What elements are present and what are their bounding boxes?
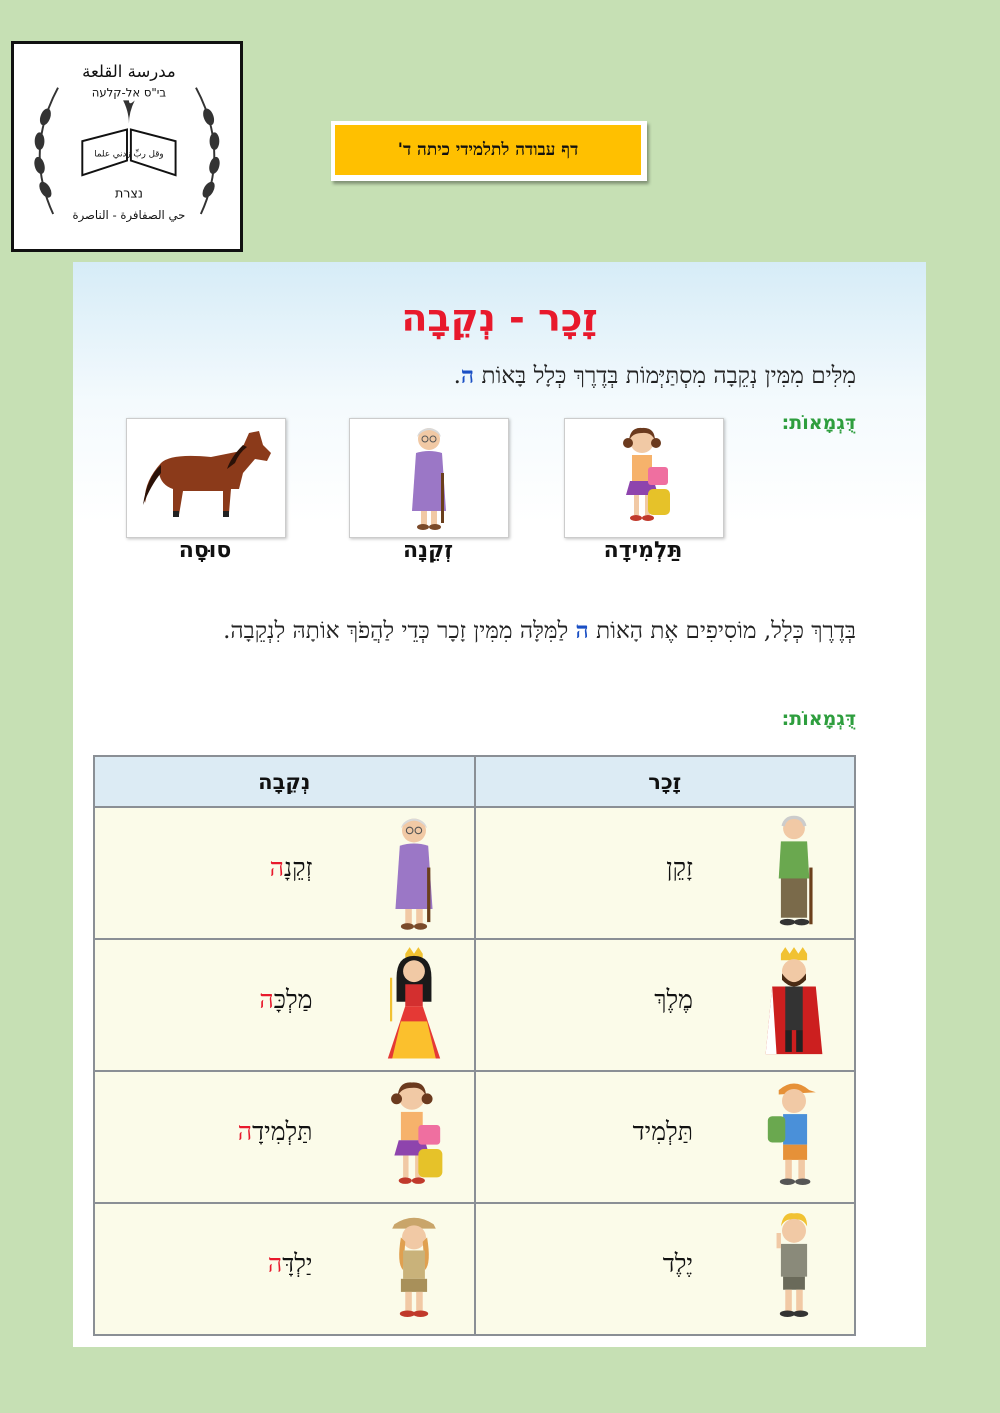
examples-label-1: דֻּגְמָאוֹת:: [781, 412, 856, 434]
king-icon: [749, 945, 839, 1065]
horse-icon: [127, 419, 285, 537]
old-woman-icon: [369, 813, 459, 933]
school-logo: [11, 41, 243, 252]
female-word: [259, 985, 312, 1015]
female-suffix: ה: [237, 1117, 253, 1146]
female-stem: תַּלְמִידָ: [252, 1117, 313, 1146]
school-emblem-icon: [14, 44, 240, 249]
example-picture-horse: [126, 418, 286, 538]
female-cell: [94, 1071, 475, 1203]
para-part2: לַמִּלָּה מִמִּין זָכָר כְּדֵי לַהֲפֹךְ אוֹתָהּ לִנְקֵבָה.: [223, 618, 569, 644]
schoolgirl-icon: [369, 1077, 459, 1197]
table-header-row: [94, 756, 855, 807]
female-word: [268, 1249, 313, 1279]
logo-top-text: مدرسة القلعة: [82, 62, 176, 82]
example-caption-3: סוּסָה: [178, 538, 232, 563]
worksheet-title: דף עבודה לתלמידי כיתה ד': [335, 125, 641, 175]
female-cell: [94, 939, 475, 1071]
example-caption-1: תַּלְמִידָה: [603, 538, 683, 563]
lesson-title: זָכָר - נְקֵבָה: [401, 296, 598, 340]
logo-book-text: وقل ربِّ زدني علما: [94, 149, 164, 160]
boy-icon: [749, 1209, 839, 1329]
male-cell: [475, 807, 856, 939]
rule-text: מִלִּים מִמִּין נְקֵבָה מִסְתַּיְּמוֹת בְּדֶרֶךְ כְּלָל בָּאוֹת: [481, 363, 856, 389]
female-suffix: ה: [259, 985, 274, 1014]
schoolboy-icon: [749, 1077, 839, 1197]
header-male: זָכָר: [475, 756, 856, 807]
old-woman-icon: [350, 419, 508, 537]
female-word: [270, 853, 313, 883]
example-caption-2: זְקֵנָה: [402, 538, 454, 563]
example-picture-schoolgirl: [564, 418, 724, 538]
male-cell: [475, 1071, 856, 1203]
girl-icon: [369, 1209, 459, 1329]
lesson-sheet: [73, 262, 926, 1347]
male-word: זָקֵן: [666, 853, 693, 882]
male-cell: [475, 939, 856, 1071]
female-suffix: ה: [267, 1249, 283, 1278]
schoolgirl-icon: [565, 419, 723, 537]
male-word: יֶלֶד: [662, 1249, 693, 1278]
table-row: [94, 1071, 855, 1203]
example-picture-old-woman: [349, 418, 509, 538]
female-stem: יַלְדָּ: [282, 1249, 313, 1278]
table-row: [94, 807, 855, 939]
logo-bottom-text: حي الصفافرة - الناصرة: [72, 207, 186, 222]
rule-end: .: [453, 363, 461, 389]
female-cell: [94, 1203, 475, 1335]
female-word: [238, 1117, 313, 1147]
logo-city-text: נצרת: [114, 185, 143, 201]
male-cell: [475, 1203, 856, 1335]
female-stem: זְקֵנָ: [284, 853, 313, 882]
rule-paragraph: [126, 608, 856, 654]
para-part1: בְּדֶרֶךְ כְּלָל, מוֹסִיפִים אֶת הָאוֹת: [596, 618, 856, 644]
para-letter: ה: [575, 617, 589, 644]
gender-table: [93, 755, 856, 1336]
female-suffix: ה: [269, 853, 285, 882]
worksheet-title-banner: [331, 121, 647, 181]
male-word: תַּלְמִיד: [632, 1117, 693, 1146]
female-stem: מַלְכָּ: [273, 985, 313, 1014]
rule-sentence: [454, 362, 856, 389]
male-word: מֶלֶךְ: [654, 985, 693, 1014]
header-female: נְקֵבָה: [94, 756, 475, 807]
logo-hebrew-text: בי"ס אל-קלעה: [91, 85, 167, 100]
table-row: [94, 1203, 855, 1335]
old-man-icon: [749, 813, 839, 933]
table-row: [94, 939, 855, 1071]
queen-icon: [369, 945, 459, 1065]
examples-label-2: דֻּגְמָאוֹת:: [781, 708, 856, 730]
female-cell: [94, 807, 475, 939]
rule-letter: ה: [460, 362, 475, 389]
